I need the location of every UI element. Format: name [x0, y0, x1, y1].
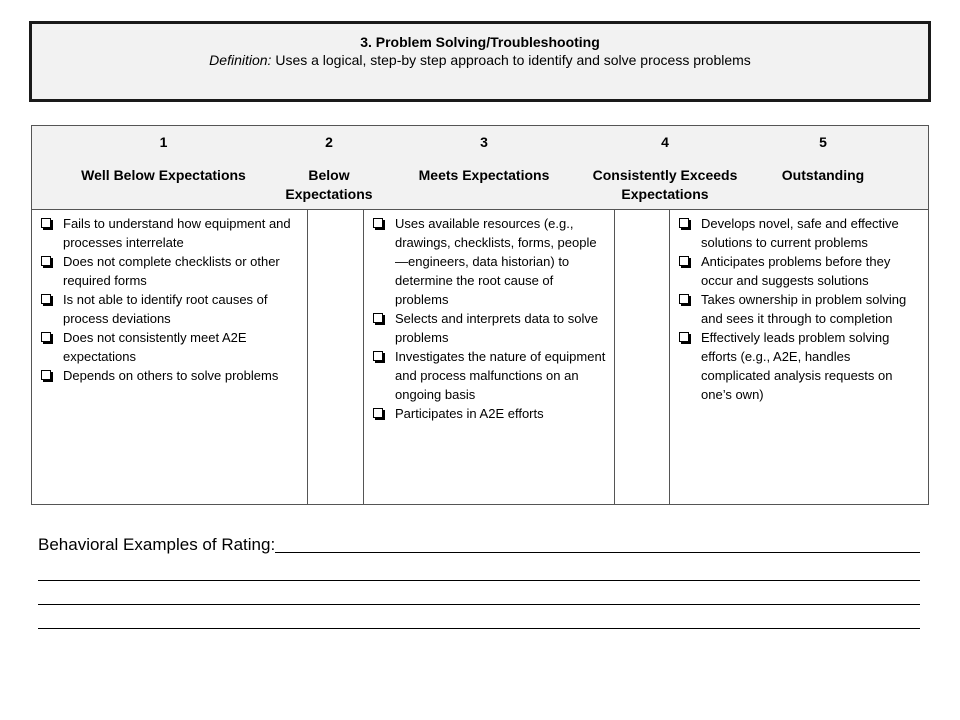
rating-cell-3 [364, 210, 615, 505]
behavioral-examples-label: Behavioral Examples of Rating: [38, 535, 276, 554]
behavioral-examples-input-line[interactable] [275, 534, 920, 553]
competency-title: 3. Problem Solving/Troubleshooting [360, 34, 600, 50]
rating-scale-header [32, 126, 928, 210]
checkbox-icon[interactable] [41, 218, 51, 228]
rating-cell-1 [32, 210, 308, 505]
behavioral-examples-input-line[interactable] [38, 605, 920, 629]
behavioral-examples-input-line[interactable] [38, 581, 920, 605]
criteria-item [371, 404, 606, 423]
checkbox-icon[interactable] [373, 408, 383, 418]
rating-header-2 [277, 134, 381, 204]
criteria-item [39, 290, 299, 328]
competency-definition [32, 51, 928, 70]
checkbox-icon[interactable] [373, 351, 383, 361]
checkbox-icon[interactable] [679, 218, 689, 228]
rating-cell-4 [615, 210, 670, 505]
criteria-item [677, 252, 920, 290]
criteria-text: Uses available resources (e.g., drawings, checklists, forms, people—engineers, data historian) to determine the root cause of problems [395, 216, 597, 307]
rating-label: Well Below Expectations [81, 167, 246, 183]
criteria-list [364, 210, 614, 423]
criteria-text: Selects and interprets data to solve problems [395, 311, 599, 345]
criteria-text: Effectively leads problem solving efforts (e.g., A2E, handles complicated analysis requests on one’s own) [701, 330, 893, 402]
behavioral-examples-section [38, 533, 920, 629]
competency-header [29, 21, 931, 102]
rating-label: Outstanding [781, 167, 865, 183]
criteria-text: Does not consistently meet A2E expectations [63, 330, 247, 364]
rating-scale-table [31, 125, 929, 505]
behavioral-examples-input-line[interactable] [38, 557, 920, 581]
checkbox-icon[interactable] [679, 256, 689, 266]
behavioral-examples-row [38, 533, 920, 557]
criteria-item [677, 328, 920, 404]
checkbox-icon[interactable] [41, 370, 51, 380]
criteria-list [670, 210, 928, 404]
rating-header-5 [768, 134, 878, 185]
rating-label: Below Expectations [285, 167, 373, 202]
criteria-text: Fails to understand how equipment and processes interrelate [63, 216, 291, 250]
checkbox-icon[interactable] [41, 332, 51, 342]
criteria-item [677, 290, 920, 328]
rating-number: 5 [819, 134, 827, 150]
criteria-text: Develops novel, safe and effective solutions to current problems [701, 216, 899, 250]
checkbox-icon[interactable] [373, 313, 383, 323]
rating-header-4 [579, 134, 751, 204]
criteria-text: Depends on others to solve problems [63, 368, 279, 383]
criteria-text: Participates in A2E efforts [395, 406, 544, 421]
rating-cell-5 [670, 210, 928, 505]
criteria-text: Investigates the nature of equipment and process malfunctions on an ongoing basis [395, 349, 606, 402]
criteria-item [371, 347, 606, 404]
criteria-text: Is not able to identify root causes of process deviations [63, 292, 268, 326]
criteria-item [39, 328, 299, 366]
checkbox-icon[interactable] [679, 332, 689, 342]
rating-header-1 [61, 134, 266, 185]
rating-number: 1 [159, 134, 168, 150]
criteria-item [39, 366, 299, 385]
criteria-text: Anticipates problems before they occur and suggests solutions [701, 254, 891, 288]
rating-number: 3 [480, 134, 488, 150]
checkbox-icon[interactable] [41, 256, 51, 266]
definition-text: Uses a logical, step-by step approach to identify and solve process problems [271, 52, 751, 68]
criteria-item [39, 214, 299, 252]
checkbox-icon[interactable] [41, 294, 51, 304]
rating-header-3 [399, 134, 569, 185]
criteria-item [39, 252, 299, 290]
definition-label: Definition: [209, 52, 272, 68]
rating-label: Meets Expectations [418, 167, 550, 183]
checkbox-icon[interactable] [373, 218, 383, 228]
rating-number: 4 [661, 134, 669, 150]
rating-label: Consistently Exceeds Expectations [592, 167, 738, 202]
checkbox-icon[interactable] [679, 294, 689, 304]
rating-cell-2 [308, 210, 364, 505]
criteria-item [371, 309, 606, 347]
criteria-item [371, 214, 606, 309]
criteria-text: Does not complete checklists or other required forms [63, 254, 280, 288]
criteria-text: Takes ownership in problem solving and sees it through to completion [701, 292, 907, 326]
rating-number: 2 [325, 134, 333, 150]
criteria-list [32, 210, 307, 385]
criteria-item [677, 214, 920, 252]
